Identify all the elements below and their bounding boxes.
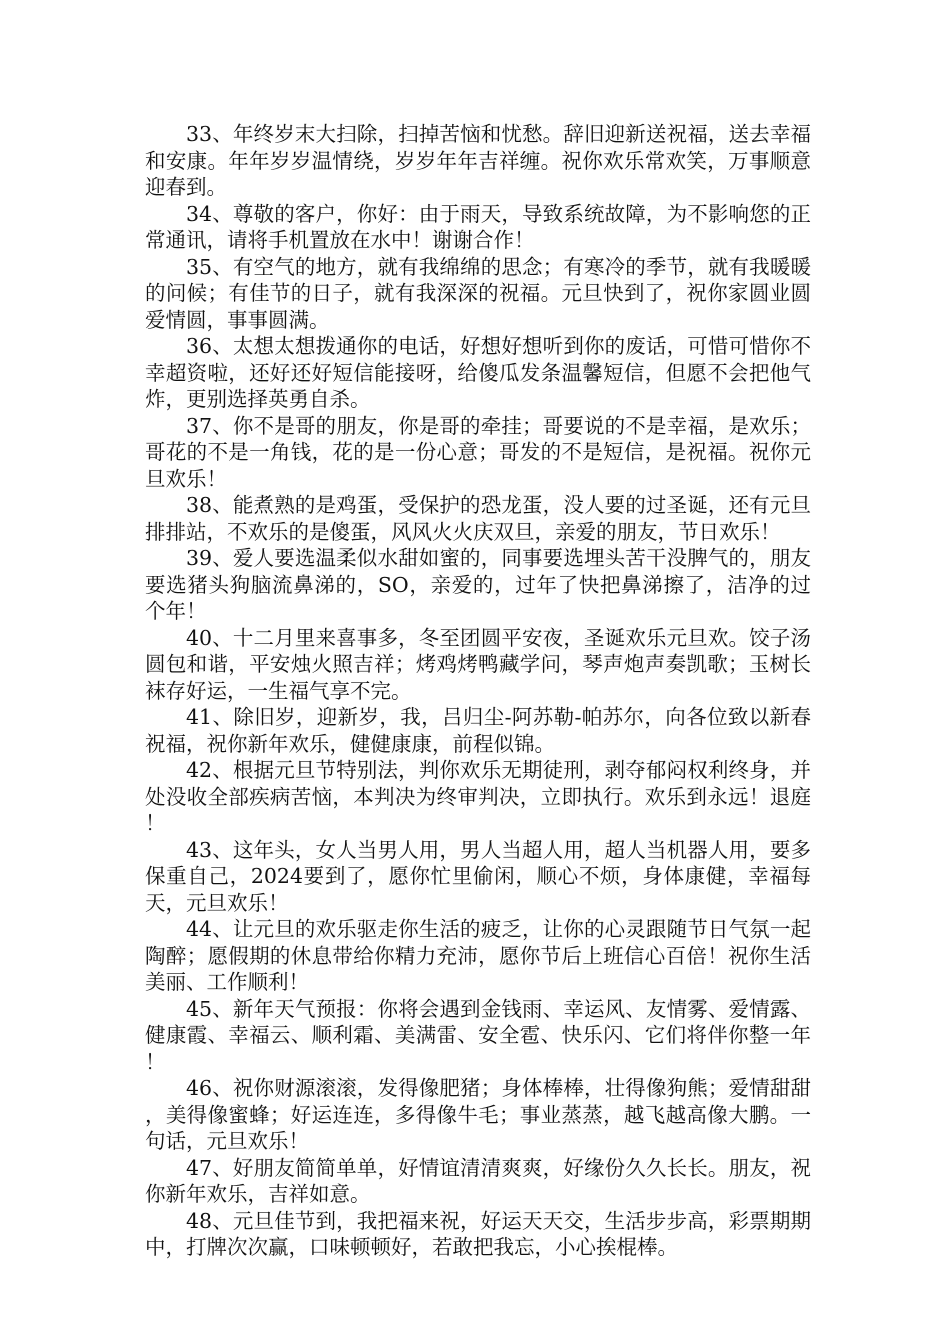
paragraph-38: 38、能煮熟的是鸡蛋，受保护的恐龙蛋，没人要的过圣诞，还有元旦排排站，不欢乐的是傻蛋，风风火火庆双旦，亲爱的朋友，节日欢乐！	[145, 493, 811, 544]
paragraph-46: 46、祝你财源滚滚，发得像肥猪；身体棒棒，壮得像狗熊；爱情甜甜，美得像蜜蜂；好运连连，多得像牛毛；事业蒸蒸，越飞越高像大鹏。一句话，元旦欢乐！	[145, 1076, 811, 1153]
paragraph-34: 34、尊敬的客户，你好：由于雨天，导致系统故障，为不影响您的正常通讯，请将手机置放在水中！谢谢合作！	[145, 201, 811, 252]
paragraph-42: 42、根据元旦节特别法，判你欢乐无期徒刑，剥夺郁闷权利终身，并处没收全部疾病苦恼，本判决为终审判决，立即执行。欢乐到永远！退庭！	[145, 758, 811, 835]
paragraph-36: 36、太想太想拨通你的电话，好想好想听到你的废话，可惜可惜你不幸超资啦，还好还好短信能接呀，给傻瓜发条温馨短信，但愿不会把他气炸，更别选择英勇自杀。	[145, 334, 811, 411]
paragraph-37: 37、你不是哥的朋友，你是哥的牵挂；哥要说的不是幸福，是欢乐；哥花的不是一角钱，花的是一份心意；哥发的不是短信，是祝福。祝你元旦欢乐！	[145, 413, 811, 491]
paragraph-45: 45、新年天气预报：你将会遇到金钱雨、幸运风、友情雾、爱情露、健康霞、幸福云、顺利霜、美满雷、安全雹、快乐闪、它们将伴你整一年！	[145, 996, 811, 1074]
paragraph-39: 39、爱人要选温柔似水甜如蜜的，同事要选埋头苦干没脾气的，朋友要选猪头狗脑流鼻涕的，SO，亲爱的，过年了快把鼻涕擦了，洁净的过个年！	[145, 546, 811, 623]
paragraph-35: 35、有空气的地方，就有我绵绵的思念；有寒冷的季节，就有我暖暖的问候；有佳节的日子，就有我深深的祝福。元旦快到了，祝你家圆业圆爱情圆，事事圆满。	[145, 254, 811, 332]
paragraph-44: 44、让元旦的欢乐驱走你生活的疲乏，让你的心灵跟随节日气氛一起陶醉；愿假期的休息带给你精力充沛，愿你节后上班信心百倍！祝你生活美丽、工作顺利！	[145, 917, 811, 994]
paragraph-40: 40、十二月里来喜事多，冬至团圆平安夜，圣诞欢乐元旦欢。饺子汤圆包和谐，平安烛火照吉祥；烤鸡烤鸭藏学问，琴声炮声奏凯歌；玉树长袜存好运，一生福气享不完。	[145, 625, 811, 703]
paragraph-48: 48、元旦佳节到，我把福来祝，好运天天交，生活步步高，彩票期期中，打牌次次赢，口味顿顿好，若敢把我忘，小心挨棍棒。	[145, 1208, 811, 1259]
paragraph-43: 43、这年头，女人当男人用，男人当超人用，超人当机器人用，要多保重自己，2024要到了，愿你忙里偷闲，顺心不烦，身体康健，幸福每天，元旦欢乐！	[145, 837, 811, 915]
paragraph-41: 41、除旧岁，迎新岁，我，吕归尘-阿苏勒-帕苏尔，向各位致以新春祝福，祝你新年欢乐，健健康康，前程似锦。	[145, 705, 811, 756]
paragraph-33: 33、年终岁末大扫除，扫掉苦恼和忧愁。辞旧迎新送祝福，送去幸福和安康。年年岁岁温情绕，岁岁年年吉祥缠。祝你欢乐常欢笑，万事顺意迎春到。	[145, 122, 811, 199]
paragraph-47: 47、好朋友简简单单，好情谊清清爽爽，好缘份久久长长。朋友，祝你新年欢乐，吉祥如意。	[145, 1155, 811, 1206]
document-body	[145, 121, 811, 1261]
